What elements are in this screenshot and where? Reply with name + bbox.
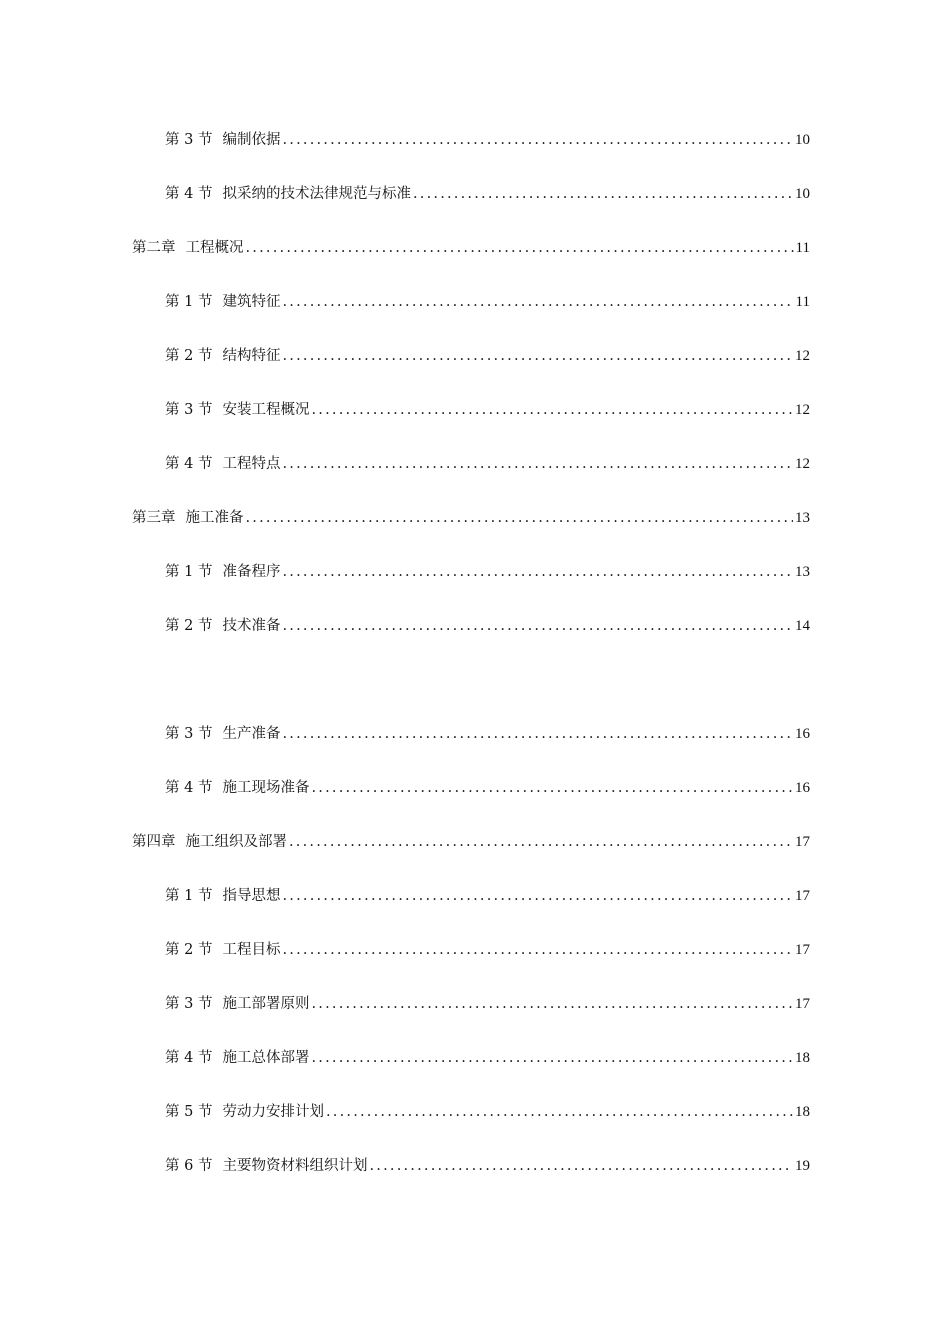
dot-leader [282, 128, 793, 152]
toc-entry-chapter[interactable] [132, 506, 810, 530]
entry-number: 第 5 节 [165, 1104, 213, 1120]
dot-leader [311, 992, 793, 1016]
entry-page-number: 19 [795, 1158, 810, 1174]
entry-page-number: 17 [795, 834, 810, 850]
dot-leader [326, 1100, 793, 1124]
entry-number: 第 3 节 [165, 132, 213, 148]
entry-title: 施工部署原则 [222, 996, 310, 1012]
entry-page-number: 18 [795, 1050, 810, 1066]
entry-title: 结构特征 [222, 348, 281, 364]
entry-page-number: 16 [795, 780, 810, 796]
toc-entry[interactable] [165, 776, 810, 800]
entry-title: 建筑特征 [222, 294, 281, 310]
entry-page-number: 10 [795, 132, 810, 148]
toc-entry-chapter[interactable] [132, 236, 810, 260]
toc-entry[interactable] [165, 722, 810, 746]
entry-title: 施工总体部署 [222, 1050, 310, 1066]
dot-leader [282, 344, 793, 368]
entry-page-number: 11 [795, 240, 810, 256]
dot-leader [369, 1154, 793, 1178]
toc-entry[interactable] [165, 452, 810, 476]
entry-page-number: 13 [795, 564, 810, 580]
entry-label [165, 776, 309, 800]
entry-number: 第 4 节 [165, 186, 213, 202]
entry-page-number: 10 [795, 186, 810, 202]
entry-title: 指导思想 [222, 888, 281, 904]
toc-entry[interactable] [165, 398, 810, 422]
entry-title: 工程目标 [222, 942, 281, 958]
entry-number: 第 3 节 [165, 402, 213, 418]
entry-label [132, 830, 287, 854]
entry-title: 技术准备 [222, 618, 281, 634]
toc-entry-chapter[interactable] [132, 830, 810, 854]
dot-leader [282, 722, 793, 746]
entry-label [165, 722, 280, 746]
dot-leader [282, 560, 793, 584]
entry-page-number: 17 [795, 942, 810, 958]
entry-label [165, 1154, 367, 1178]
entry-label [165, 884, 280, 908]
entry-number: 第 1 节 [165, 294, 213, 310]
dot-leader [289, 830, 793, 854]
toc-entry[interactable] [165, 992, 810, 1016]
entry-page-number: 17 [795, 996, 810, 1012]
toc-entry[interactable] [165, 938, 810, 962]
toc-entry[interactable] [165, 290, 810, 314]
dot-leader [282, 452, 793, 476]
toc-entry[interactable] [165, 1100, 810, 1124]
entry-number: 第 3 节 [165, 996, 213, 1012]
dot-leader [282, 290, 793, 314]
entry-page-number: 18 [795, 1104, 810, 1120]
entry-title: 工程特点 [222, 456, 281, 472]
dot-leader [311, 1046, 793, 1070]
entry-label [165, 290, 280, 314]
entry-title: 施工准备 [185, 510, 244, 526]
entry-title: 施工组织及部署 [185, 834, 287, 850]
entry-label [165, 182, 411, 206]
dot-leader [311, 398, 793, 422]
dot-leader [282, 938, 793, 962]
entry-number: 第 6 节 [165, 1158, 213, 1174]
entry-number: 第 1 节 [165, 564, 213, 580]
entry-number: 第 3 节 [165, 726, 213, 742]
entry-label [165, 560, 280, 584]
entry-number: 第 1 节 [165, 888, 213, 904]
entry-page-number: 12 [795, 402, 810, 418]
entry-title: 拟采纳的技术法律规范与标准 [222, 186, 411, 202]
entry-label [165, 1100, 324, 1124]
entry-title: 施工现场准备 [222, 780, 310, 796]
toc-entry[interactable] [165, 560, 810, 584]
entry-page-number: 11 [795, 294, 810, 310]
entry-label [165, 938, 280, 962]
toc-entry[interactable] [165, 884, 810, 908]
dot-leader [311, 776, 793, 800]
entry-page-number: 13 [795, 510, 810, 526]
entry-number: 第 2 节 [165, 942, 213, 958]
entry-label [165, 128, 280, 152]
entry-title: 生产准备 [222, 726, 281, 742]
entry-number: 第三章 [132, 510, 176, 526]
entry-label [165, 452, 280, 476]
entry-label [132, 506, 244, 530]
entry-title: 劳动力安排计划 [222, 1104, 324, 1120]
toc-entry[interactable] [165, 128, 810, 152]
entry-number: 第 4 节 [165, 1050, 213, 1066]
entry-label [132, 236, 244, 260]
entry-page-number: 12 [795, 348, 810, 364]
dot-leader [282, 614, 793, 638]
entry-title: 编制依据 [222, 132, 281, 148]
entry-title: 工程概况 [185, 240, 244, 256]
entry-number: 第 2 节 [165, 618, 213, 634]
entry-title: 主要物资材料组织计划 [222, 1158, 368, 1174]
entry-number: 第二章 [132, 240, 176, 256]
entry-page-number: 17 [795, 888, 810, 904]
dot-leader [246, 236, 794, 260]
entry-page-number: 12 [795, 456, 810, 472]
entry-label [165, 614, 280, 638]
toc-entry[interactable] [165, 182, 810, 206]
toc-entry[interactable] [165, 1154, 810, 1178]
entry-label [165, 1046, 309, 1070]
dot-leader [246, 506, 794, 530]
entry-page-number: 16 [795, 726, 810, 742]
entry-label [165, 344, 280, 368]
entry-page-number: 14 [795, 618, 810, 634]
dot-leader [282, 884, 793, 908]
toc-entry[interactable] [165, 1046, 810, 1070]
entry-number: 第四章 [132, 834, 176, 850]
entry-number: 第 2 节 [165, 348, 213, 364]
entry-label [165, 398, 309, 422]
entry-number: 第 4 节 [165, 780, 213, 796]
entry-label [165, 992, 309, 1016]
entry-title: 安装工程概况 [222, 402, 310, 418]
toc-entry[interactable] [165, 344, 810, 368]
toc-entry[interactable] [165, 614, 810, 638]
dot-leader [413, 182, 793, 206]
entry-number: 第 4 节 [165, 456, 213, 472]
entry-title: 准备程序 [222, 564, 281, 580]
